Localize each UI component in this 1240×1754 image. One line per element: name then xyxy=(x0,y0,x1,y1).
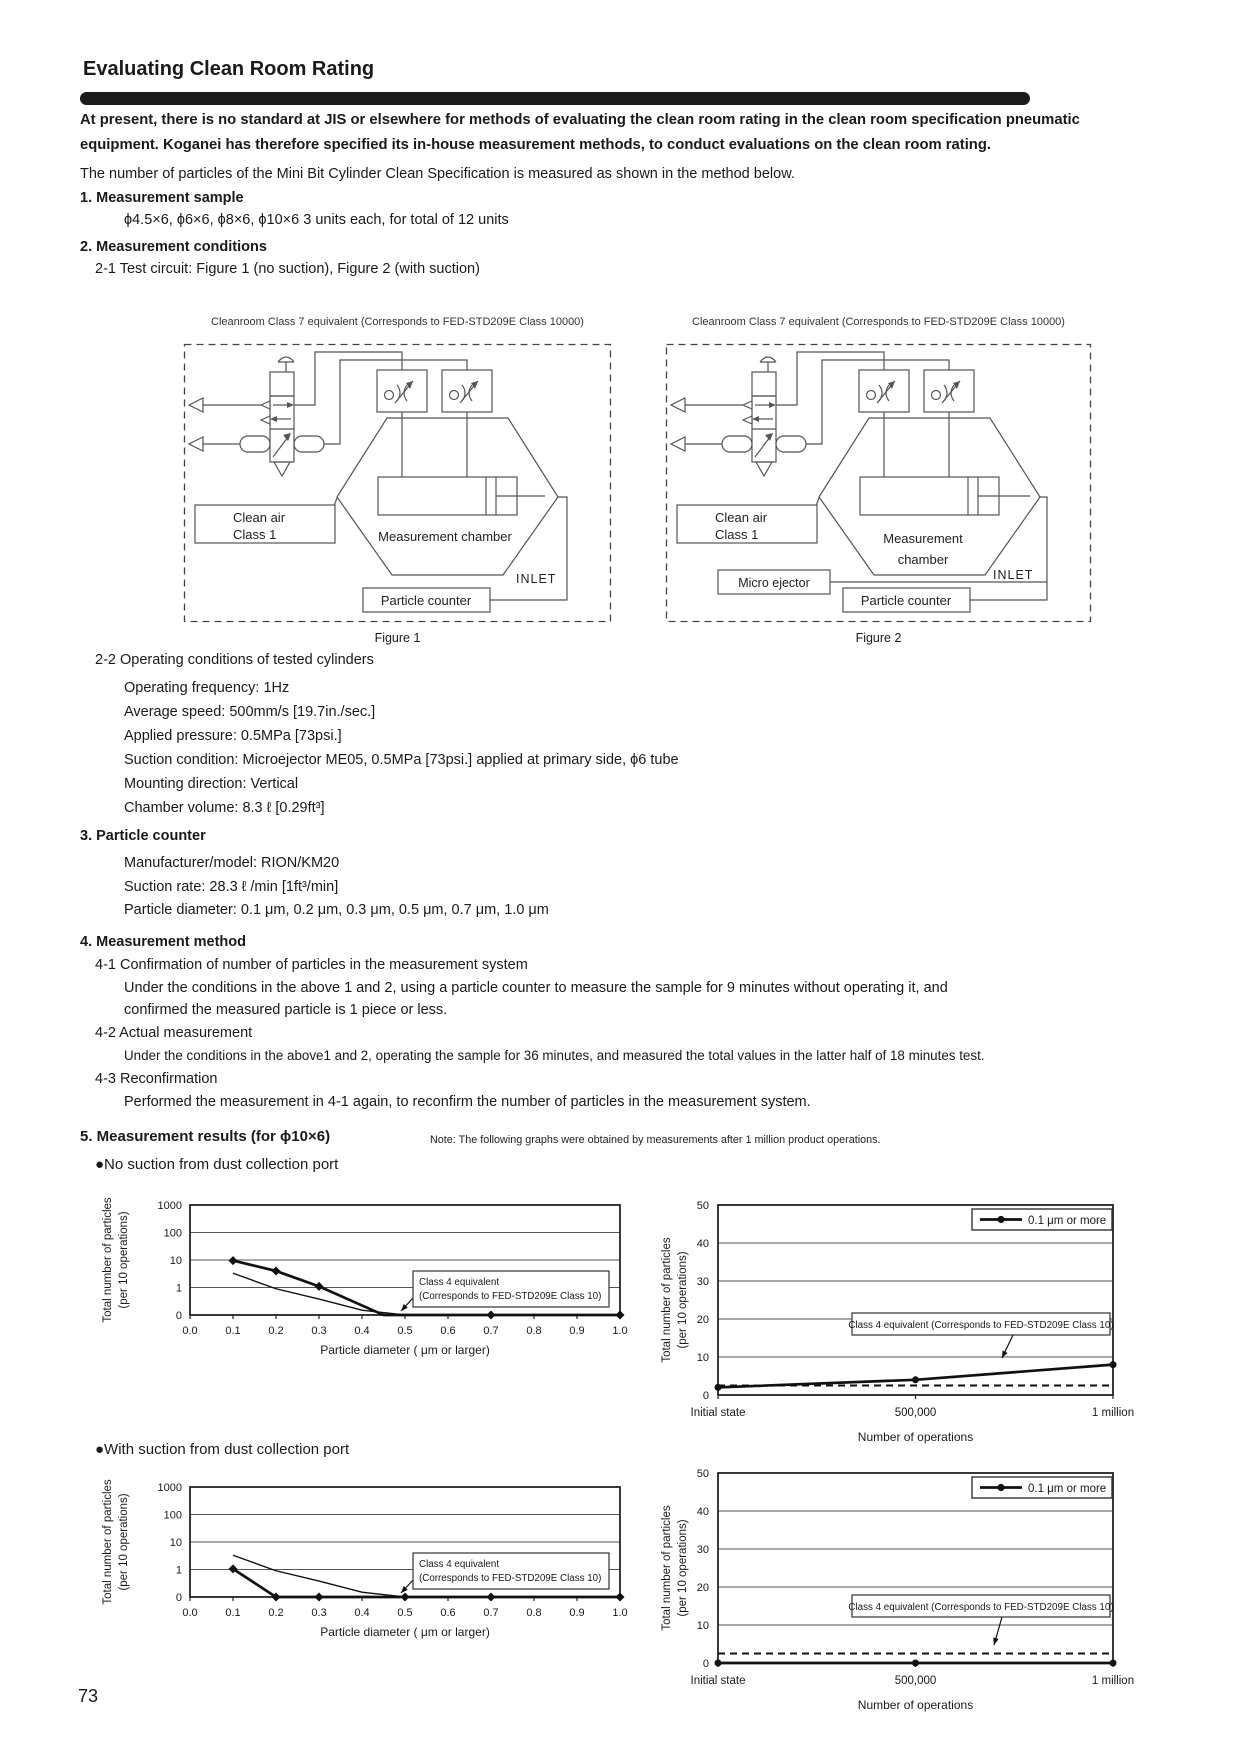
chart-no-suction-by-particle-diameter xyxy=(95,1185,640,1370)
annotation-text: Class 4 equivalent (Corresponds to FED-STD209E Class 10) xyxy=(848,1320,1114,1331)
data-point-circle xyxy=(912,1660,919,1667)
x-tick-label: 0.3 xyxy=(311,1325,327,1337)
data-point-diamond xyxy=(487,1311,496,1320)
data-point-circle xyxy=(912,1376,919,1383)
x-tick-label: 0.2 xyxy=(268,1607,284,1619)
x-tick-label: 0.6 xyxy=(440,1607,456,1619)
data-point-diamond xyxy=(315,1282,324,1291)
micro-ejector-label: Micro ejector xyxy=(738,576,810,590)
y-tick-label: 1000 xyxy=(157,1482,182,1494)
section-4-3-heading: 4-3 Reconfirmation xyxy=(95,1071,218,1087)
annotation-text: (Corresponds to FED-STD209E Class 10) xyxy=(419,1573,602,1584)
pneumatic-circuit-lines xyxy=(671,352,1047,600)
solenoid-valve-symbol xyxy=(240,357,324,476)
supply-triangle-icon xyxy=(671,437,685,451)
section-2-2-heading: 2-2 Operating conditions of tested cylinders xyxy=(95,652,374,668)
annotation-text: Class 4 equivalent xyxy=(419,1277,500,1288)
x-axis-label: Number of operations xyxy=(857,1698,974,1712)
list-item: Suction rate: 28.3 ℓ /min [1ft³/min] xyxy=(124,878,339,895)
y-tick-label: 100 xyxy=(163,1227,182,1240)
figure1-label: Figure 1 xyxy=(374,631,421,645)
operating-conditions-list xyxy=(124,676,679,820)
inlet-piping xyxy=(970,497,1047,600)
data-point-diamond xyxy=(272,1266,281,1275)
x-tick-label: Initial state xyxy=(690,1675,746,1687)
exhaust-triangle-icon xyxy=(671,398,685,412)
measurement-chamber-label-line2: chamber xyxy=(897,552,949,567)
x-tick-label: 500,000 xyxy=(894,1407,937,1419)
data-point-circle xyxy=(715,1384,722,1391)
intro-line-1: At present, there is no standard at JIS or elsewhere for methods of evaluating the clean room rating in the clean room specification pneumatic xyxy=(80,112,1080,128)
y-axis-label: (per 10 operations) xyxy=(677,1251,689,1349)
section-4-1-heading: 4-1 Confirmation of number of particles in the measurement system xyxy=(95,957,528,973)
chart-with-suction-by-particle-diameter xyxy=(95,1467,640,1652)
annotation-text: (Corresponds to FED-STD209E Class 10) xyxy=(419,1291,602,1302)
legend-marker xyxy=(997,1216,1004,1223)
y-axis-label: (per 10 operations) xyxy=(677,1519,689,1617)
x-tick-label: 0.4 xyxy=(354,1607,370,1619)
cylinder-symbol xyxy=(860,477,1030,515)
inlet-label: INLET xyxy=(516,572,557,586)
y-axis-label: (per 10 operations) xyxy=(118,1211,130,1309)
y-tick-label: 0 xyxy=(702,1658,709,1670)
clean-air-label-line1: Clean air xyxy=(715,510,768,525)
speed-controller-icon xyxy=(924,370,974,412)
section-4-2-heading: 4-2 Actual measurement xyxy=(95,1025,253,1041)
lead-paragraph: The number of particles of the Mini Bit Cylinder Clean Specification is measured as shown in the method below. xyxy=(80,166,795,182)
x-tick-label: 0.1 xyxy=(225,1325,241,1337)
y-tick-label: 50 xyxy=(696,1200,709,1212)
clean-air-label-line1: Clean air xyxy=(233,510,286,525)
measurement-chamber-label-line1: Measurement xyxy=(883,531,963,546)
list-item: Particle diameter: 0.1 μm, 0.2 μm, 0.3 μm, 0.5 μm, 0.7 μm, 1.0 μm xyxy=(124,902,549,919)
x-axis-label: Number of operations xyxy=(857,1430,974,1444)
series-measured-line xyxy=(718,1365,1113,1388)
y-tick-label: 30 xyxy=(696,1276,709,1288)
y-tick-label: 40 xyxy=(696,1506,709,1518)
figure2-label: Figure 2 xyxy=(855,631,902,645)
x-tick-label: 0.5 xyxy=(397,1607,413,1619)
section-5-note: Note: The following graphs were obtained by measurements after 1 million product operations. xyxy=(430,1134,881,1146)
x-tick-label: 0.0 xyxy=(182,1325,198,1337)
list-item: Operating frequency: 1Hz xyxy=(124,680,290,696)
x-tick-label: 0.9 xyxy=(569,1325,585,1337)
y-tick-label: 20 xyxy=(696,1314,709,1326)
legend-label: 0.1 μm or more xyxy=(1028,1215,1107,1227)
y-tick-label: 1 xyxy=(175,1564,182,1577)
title-rule-bar xyxy=(80,92,1030,105)
y-axis-label: Total number of particles xyxy=(102,1197,114,1323)
figure2-cleanroom-caption: Cleanroom Class 7 equivalent (Corresponds to FED-STD209E Class 10000) xyxy=(692,316,1065,328)
plot-border xyxy=(718,1205,1113,1395)
clean-air-label-line2: Class 1 xyxy=(233,527,277,542)
data-point-circle xyxy=(1110,1361,1117,1368)
x-tick-label: 0.0 xyxy=(182,1607,198,1619)
x-tick-label: 0.8 xyxy=(526,1607,542,1619)
speed-controller-icon xyxy=(859,370,909,412)
data-point-circle xyxy=(715,1660,722,1667)
x-tick-label: 0.7 xyxy=(483,1607,499,1619)
x-tick-label: 0.1 xyxy=(225,1607,241,1619)
x-tick-label: 1 million xyxy=(1091,1407,1135,1419)
clean-air-label-line2: Class 1 xyxy=(715,527,759,542)
measurement-sample-line: ϕ4.5×6, ϕ6×6, ϕ8×6, ϕ10×6 3 units each, for total of 12 units xyxy=(124,212,509,228)
x-axis-label: Particle diameter ( μm or larger) xyxy=(320,1343,490,1357)
annotation-text: Class 4 equivalent xyxy=(419,1559,500,1570)
y-axis-label: (per 10 operations) xyxy=(118,1493,130,1591)
y-tick-label: 30 xyxy=(696,1544,709,1556)
y-tick-label: 1000 xyxy=(157,1200,182,1212)
exhaust-triangle-icon xyxy=(189,398,203,412)
data-point-diamond xyxy=(487,1593,496,1602)
speed-controller-icon xyxy=(377,370,427,412)
list-item: Chamber volume: 8.3 ℓ [0.29ft³] xyxy=(124,800,325,816)
x-tick-label: 0.6 xyxy=(440,1325,456,1337)
data-point-diamond xyxy=(401,1593,410,1602)
x-tick-label: 0.5 xyxy=(397,1325,413,1337)
chart-with-suction-by-operations xyxy=(598,1455,1160,1720)
particle-counter-label: Particle counter xyxy=(860,593,952,608)
inlet-label: INLET xyxy=(993,568,1034,582)
y-tick-label: 10 xyxy=(696,1352,709,1364)
data-point-diamond xyxy=(315,1593,324,1602)
y-tick-label: 20 xyxy=(696,1582,709,1594)
x-tick-label: 0.8 xyxy=(526,1325,542,1337)
legend-marker xyxy=(997,1484,1004,1491)
y-tick-label: 1 xyxy=(175,1282,182,1295)
list-item: Manufacturer/model: RION/KM20 xyxy=(124,855,340,871)
list-item: Applied pressure: 0.5MPa [73psi.] xyxy=(124,728,342,744)
x-tick-label: 1.0 xyxy=(612,1325,628,1337)
y-tick-label: 40 xyxy=(696,1238,709,1250)
intro-line-2: equipment. Koganei has therefore specified its in-house measurement methods, to conduct evaluations on the clean room rating. xyxy=(80,137,991,153)
with-suction-heading: ●With suction from dust collection port xyxy=(95,1441,350,1458)
section-4-3-body: Performed the measurement in 4-1 again, to reconfirm the number of particles in the measurement system. xyxy=(124,1094,811,1110)
page-title: Evaluating Clean Room Rating xyxy=(83,58,375,80)
solenoid-valve-symbol xyxy=(722,357,806,476)
section-4-1-body-line2: confirmed the measured particle is 1 piece or less. xyxy=(124,1002,448,1018)
y-axis-label: Total number of particles xyxy=(661,1237,673,1363)
y-axis-label: Total number of particles xyxy=(102,1479,114,1605)
section-2-heading: 2. Measurement conditions xyxy=(80,239,267,255)
y-tick-label: 10 xyxy=(169,1537,182,1549)
legend-label: 0.1 μm or more xyxy=(1028,1483,1107,1495)
y-tick-label: 0 xyxy=(702,1390,709,1402)
plot-border xyxy=(718,1473,1113,1663)
y-tick-label: 10 xyxy=(696,1620,709,1632)
section-4-heading: 4. Measurement method xyxy=(80,934,246,950)
list-item: Average speed: 500mm/s [19.7in./sec.] xyxy=(124,704,376,720)
y-axis-label: Total number of particles xyxy=(661,1505,673,1631)
figure1-cleanroom-caption: Cleanroom Class 7 equivalent (Corresponds to FED-STD209E Class 10000) xyxy=(211,316,584,328)
section-4-2-body: Under the conditions in the above1 and 2, operating the sample for 36 minutes, and measured the total values in the latter half of 18 minutes test. xyxy=(124,1048,985,1063)
x-axis-label: Particle diameter ( μm or larger) xyxy=(320,1625,490,1639)
x-tick-label: 0.4 xyxy=(354,1325,370,1337)
particle-counter-label: Particle counter xyxy=(380,593,472,608)
figure1-test-circuit-diagram xyxy=(183,343,612,623)
x-tick-label: Initial state xyxy=(690,1407,746,1419)
y-tick-label: 50 xyxy=(696,1468,709,1480)
y-tick-label: 0 xyxy=(175,1310,182,1322)
pneumatic-circuit-lines xyxy=(189,352,567,600)
list-item: Suction condition: Microejector ME05, 0.5MPa [73psi.] applied at primary side, ϕ6 tube xyxy=(124,752,679,768)
y-tick-label: 100 xyxy=(163,1509,182,1522)
y-tick-label: 0 xyxy=(175,1592,182,1604)
section-1-heading: 1. Measurement sample xyxy=(80,190,244,206)
list-item: Mounting direction: Vertical xyxy=(124,776,299,792)
section-5-heading: 5. Measurement results (for ϕ10×6) xyxy=(80,1128,331,1145)
supply-triangle-icon xyxy=(189,437,203,451)
cylinder-symbol xyxy=(378,477,545,515)
x-tick-label: 1 million xyxy=(1091,1675,1135,1687)
chart-no-suction-by-operations xyxy=(598,1187,1160,1452)
x-tick-label: 0.3 xyxy=(311,1607,327,1619)
x-tick-label: 0.7 xyxy=(483,1325,499,1337)
x-tick-label: 0.9 xyxy=(569,1607,585,1619)
annotation-arrowhead xyxy=(993,1638,998,1645)
x-tick-label: 500,000 xyxy=(894,1675,937,1687)
section-3-heading: 3. Particle counter xyxy=(80,828,206,844)
speed-controller-icon xyxy=(442,370,492,412)
y-tick-label: 10 xyxy=(169,1255,182,1267)
no-suction-heading: ●No suction from dust collection port xyxy=(95,1156,339,1173)
x-tick-label: 1.0 xyxy=(612,1607,628,1619)
section-2-1-line: 2-1 Test circuit: Figure 1 (no suction), Figure 2 (with suction) xyxy=(95,261,480,277)
particle-counter-spec-list xyxy=(124,852,549,923)
measurement-chamber-label: Measurement chamber xyxy=(378,529,512,544)
x-tick-label: 0.2 xyxy=(268,1325,284,1337)
data-point-circle xyxy=(1110,1660,1117,1667)
figure2-test-circuit-diagram xyxy=(665,343,1092,623)
page-number: 73 xyxy=(78,1686,99,1706)
section-4-1-body-line1: Under the conditions in the above 1 and 2, using a particle counter to measure the sample for 9 minutes without operating it, and xyxy=(124,980,948,996)
annotation-text: Class 4 equivalent (Corresponds to FED-STD209E Class 10) xyxy=(848,1602,1114,1613)
data-point-diamond xyxy=(229,1256,238,1265)
